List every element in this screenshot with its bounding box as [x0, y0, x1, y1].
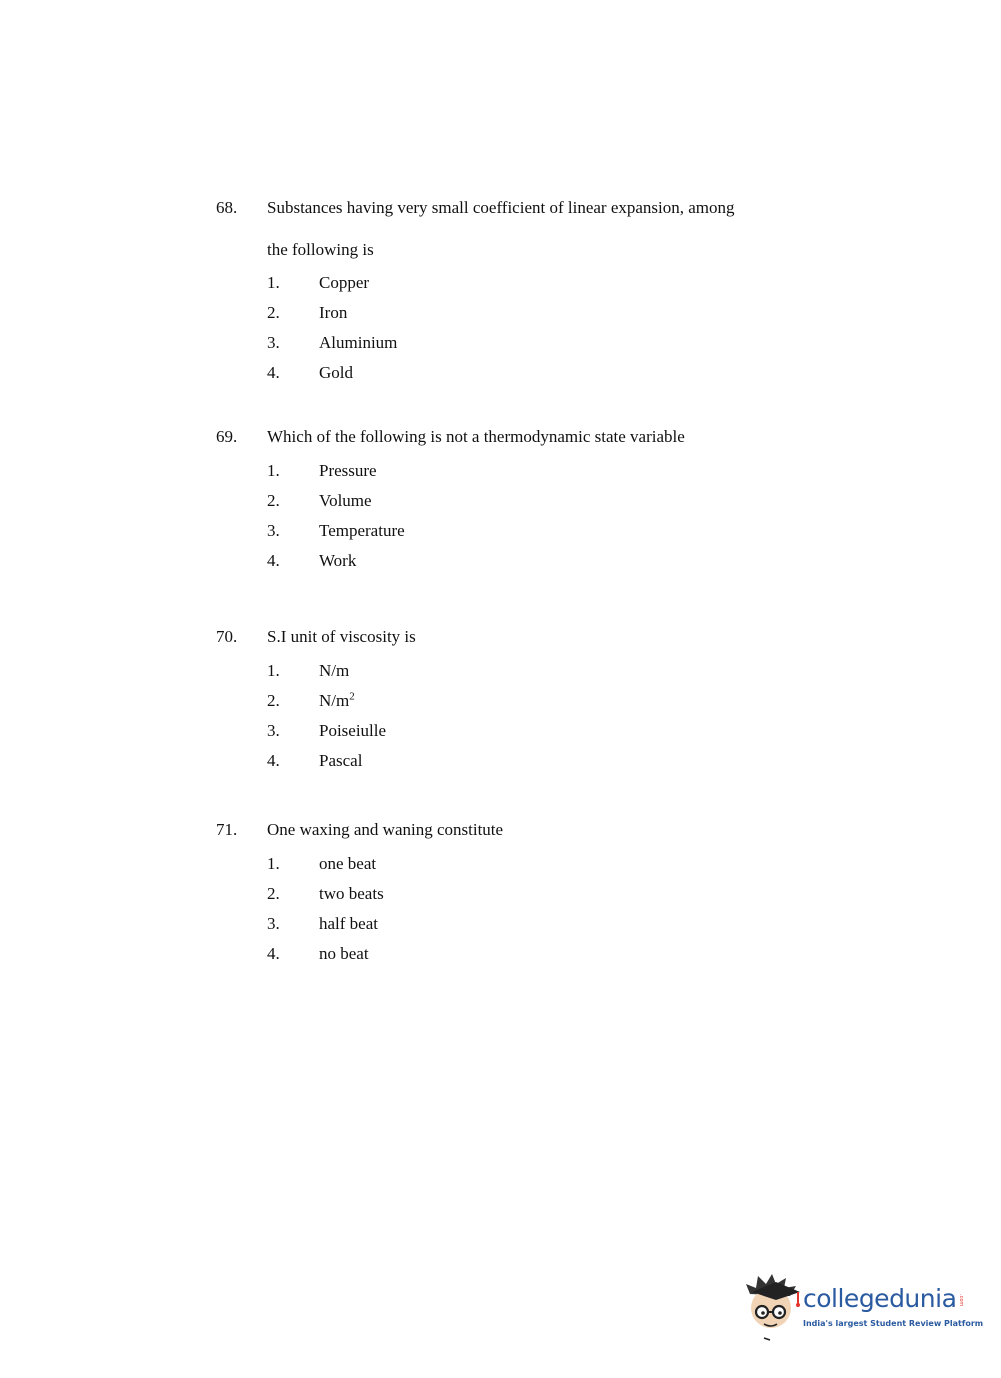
option-text: no beat: [319, 944, 369, 963]
option-text: Pressure: [319, 461, 377, 480]
option-number: 3.: [267, 914, 280, 933]
option-text-base: N/m: [319, 691, 350, 710]
logo-tagline: India's largest Student Review Platform: [803, 1319, 984, 1328]
option-text: Work: [319, 551, 357, 570]
option-number: 4.: [267, 751, 280, 770]
option-superscript: 2: [349, 690, 355, 703]
option-text: Aluminium: [319, 333, 398, 352]
question-text: S.I unit of viscosity is: [267, 627, 416, 646]
option-text: Temperature: [319, 521, 405, 540]
logo-wordmark: collegedunia: [803, 1284, 957, 1313]
option-number: 4.: [267, 944, 280, 963]
question-text: Which of the following is not a thermodynamic state variable: [267, 427, 685, 446]
option-number: 3.: [267, 333, 280, 352]
option-text: one beat: [319, 854, 377, 873]
logo-suffix: .com: [958, 1294, 964, 1307]
option-number: 2.: [267, 884, 280, 903]
question-text: One waxing and waning constitute: [267, 820, 504, 839]
collegedunia-logo: [742, 1272, 984, 1344]
option-number: 4.: [267, 551, 280, 570]
option-text: Copper: [319, 273, 370, 292]
option-text: Gold: [319, 363, 353, 382]
question-number: 71.: [216, 820, 238, 839]
option-text: N/m: [319, 661, 350, 680]
option-number: 1.: [267, 461, 280, 480]
option-number: 1.: [267, 661, 280, 680]
question-number: 69.: [216, 427, 238, 446]
option-number: 2.: [267, 491, 280, 510]
option-text: Poiseiulle: [319, 721, 387, 740]
question-text: the following is: [267, 240, 374, 259]
option-text: Iron: [319, 303, 348, 322]
option-text: Pascal: [319, 751, 363, 770]
option-text: [319, 691, 355, 711]
option-number: 1.: [267, 273, 280, 292]
option-number: 2.: [267, 303, 280, 322]
question-number: 70.: [216, 627, 238, 646]
option-number: 2.: [267, 691, 280, 710]
option-number: 4.: [267, 363, 280, 382]
option-text: half beat: [319, 914, 378, 933]
mascot-icon: [742, 1272, 802, 1344]
option-number: 1.: [267, 854, 280, 873]
option-number: 3.: [267, 521, 280, 540]
option-number: 3.: [267, 721, 280, 740]
question-number: 68.: [216, 198, 238, 217]
option-text: two beats: [319, 884, 384, 903]
question-text: Substances having very small coefficient of linear expansion, among: [267, 198, 735, 217]
option-text: Volume: [319, 491, 372, 510]
